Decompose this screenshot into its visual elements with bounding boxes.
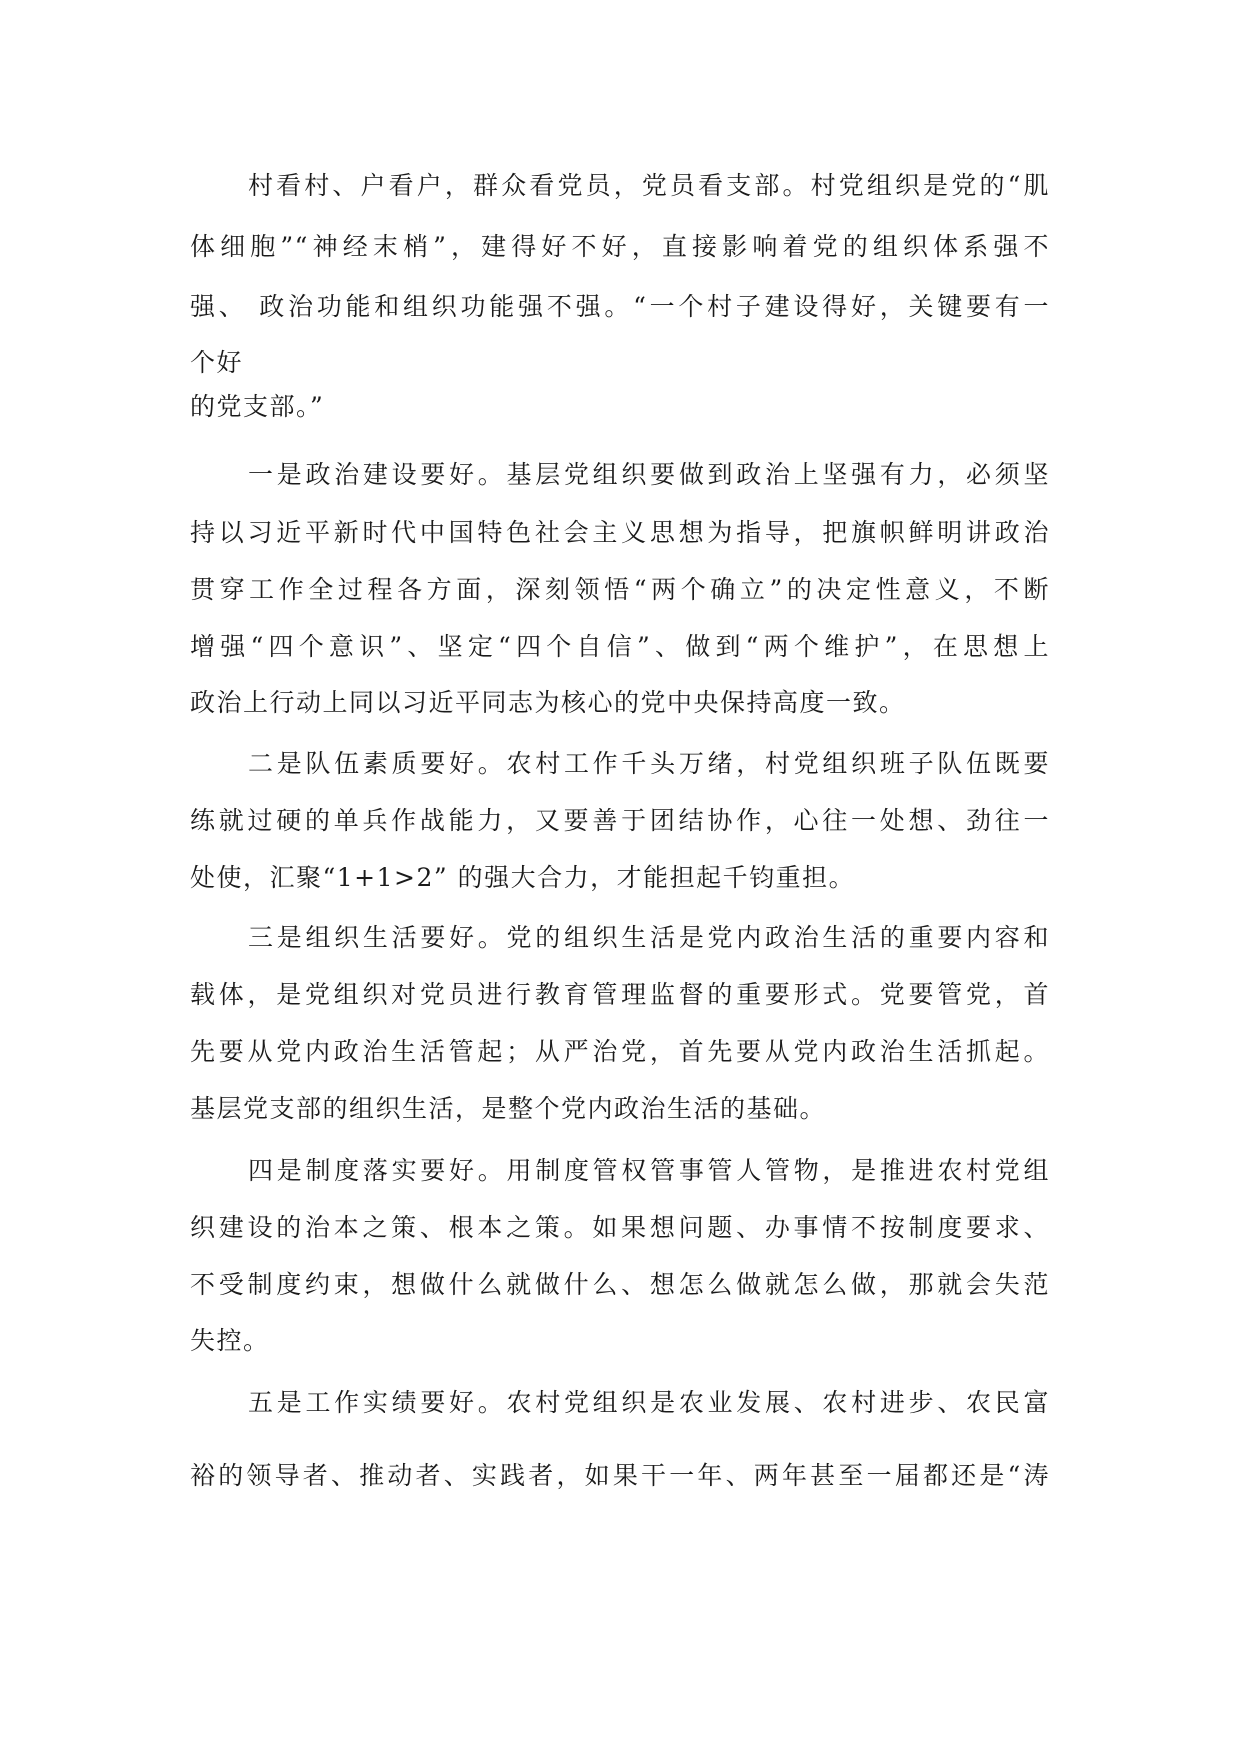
text-line: 贯穿工作全过程各方面，深刻领悟“两个确立”的决定性意义，不断 bbox=[190, 575, 1050, 604]
text-line: 载体，是党组织对党员进行教育管理监督的重要形式。党要管党，首 bbox=[190, 980, 1050, 1009]
text-line: 四是制度落实要好。用制度管权管事管人管物，是推进农村党组 bbox=[248, 1156, 1050, 1185]
text-line: 基层党支部的组织生活，是整个党内政治生活的基础。 bbox=[190, 1094, 827, 1123]
text-line: 强、 政治功能和组织功能强不强。“一个村子建设得好，关键要有一 bbox=[190, 292, 1050, 321]
text-line: 五是工作实绩要好。农村党组织是农业发展、农村进步、农民富 bbox=[248, 1388, 1050, 1417]
text-line: 不受制度约束，想做什么就做什么、想怎么做就怎么做，那就会失范 bbox=[190, 1270, 1050, 1299]
text-line: 增强“四个意识”、坚定“四个自信”、做到“两个维护”，在思想上 bbox=[190, 632, 1050, 661]
text-line: 村看村、户看户，群众看党员，党员看支部。村党组织是党的“肌 bbox=[248, 171, 1050, 200]
text-line: 练就过硬的单兵作战能力，又要善于团结协作，心往一处想、劲往一 bbox=[190, 806, 1050, 835]
text-line: 处使，汇聚“1+1>2” 的强大合力，才能担起千钧重担。 bbox=[190, 863, 856, 892]
text-line: 失控。 bbox=[190, 1326, 270, 1355]
text-line: 体细胞”“神经末梢”，建得好不好，直接影响着党的组织体系强不 bbox=[190, 232, 1050, 261]
text-line: 持以习近平新时代中国特色社会主义思想为指导，把旗帜鲜明讲政治 bbox=[190, 518, 1050, 547]
text-line: 先要从党内政治生活管起；从严治党，首先要从党内政治生活抓起。 bbox=[190, 1037, 1050, 1066]
text-line: 裕的领导者、推动者、实践者，如果干一年、两年甚至一届都还是“涛 bbox=[190, 1461, 1050, 1490]
text-line: 三是组织生活要好。党的组织生活是党内政治生活的重要内容和 bbox=[248, 923, 1050, 952]
text-line: 一是政治建设要好。基层党组织要做到政治上坚强有力，必须坚 bbox=[248, 460, 1050, 489]
text-line: 二是队伍素质要好。农村工作千头万绪，村党组织班子队伍既要 bbox=[248, 749, 1050, 778]
text-line: 的党支部。” bbox=[190, 392, 325, 421]
text-line: 政治上行动上同以习近平同志为核心的党中央保持高度一致。 bbox=[190, 688, 906, 717]
text-line: 织建设的治本之策、根本之策。如果想问题、办事情不按制度要求、 bbox=[190, 1213, 1050, 1242]
text-line: 个好 bbox=[190, 348, 244, 377]
